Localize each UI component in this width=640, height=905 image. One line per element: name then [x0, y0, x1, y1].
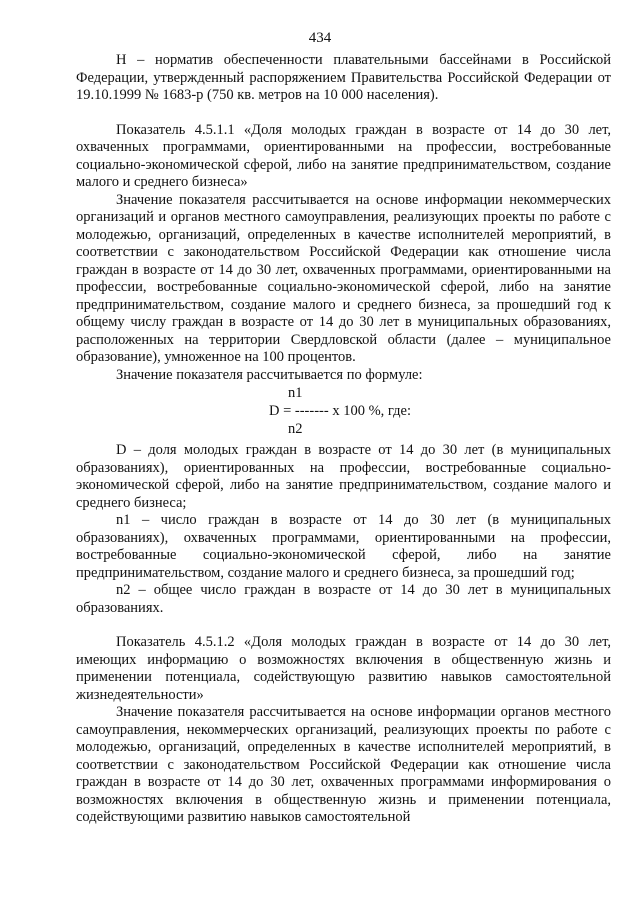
paragraph-indicator-4-5-1-2-title: Показатель 4.5.1.2 «Доля молодых граждан в возрасте от 14 до 30 лет, имеющих информацию о возможностях включения в общественную жизнь и применении потенциала, содействующую развитию навыков самостоятельной жизнедеятельности»: [76, 634, 611, 703]
paragraph-indicator-4-5-1-1-method: Значение показателя рассчитывается на основе информации некоммерческих организаций и органов местного самоуправления, реализующих проекты по работе с молодежью, организаций, определенных в качестве исполнителей мероприятий, в соответствии с законодательством Российской Федерации как отношение числа граждан в возрасте от 14 до 30 лет, охваченных программами, ориентированными на профессии, востребованные социально-экономической сферой, либо на занятие предпринимательством, создание малого и среднего бизнеса, за прошедший год к общему числу граждан в возрасте от 14 до 30 лет в муниципальных образованиях, расположенных на территории Свердловской области (далее – муниципальное образование), умноженное на 100 процентов.: [76, 191, 611, 365]
paragraph-def-n1: n1 – число граждан в возрасте от 14 до 30 лет (в муниципальных образованиях), охваченных программами, ориентированными на профессии, востребованные социально-экономической сферой, либо на занятие предпринимательством, создание малого и среднего бизнеса, за прошедший год;: [76, 512, 611, 581]
formula-denominator: n2: [288, 421, 303, 437]
paragraph-indicator-4-5-1-1-title: Показатель 4.5.1.1 «Доля молодых граждан в возрасте от 14 до 30 лет, охваченных программами, ориентированными на профессии, востребованные социально-экономической сферой, либо на занятие предпринимательством, создание малого и среднего бизнеса»: [76, 121, 611, 190]
paragraph-indicator-4-5-1-2-method: Значение показателя рассчитывается на основе информации органов местного самоуправления, некоммерческих организаций, реализующих проекты по работе с молодежью, организаций, определенных в качестве исполнителей мероприятий, в соответствии с законодательством Российской Федерации как отношение числа граждан в возрасте от 14 до 30 лет, охваченных программами информирования о возможностях включения в общественную жизнь и применении потенциала, содействующими развитию навыков самостоятельной: [76, 704, 611, 825]
formula-numerator: n1: [288, 385, 303, 401]
formula: [76, 385, 611, 439]
formula-main-line: D = ------- x 100 %, где:: [269, 403, 411, 419]
paragraph-formula-intro: Значение показателя рассчитывается по формуле:: [116, 366, 423, 383]
page-number: 434: [308, 30, 332, 46]
document-body: [76, 52, 611, 827]
paragraph-norm-definition: H – норматив обеспеченности плавательными бассейнами в Российской Федерации, утвержденный распоряжением Правительства Российской Федерации от 19.10.1999 № 1683-р (750 кв. метров на 10 000 населения).: [76, 52, 611, 103]
paragraph-def-d: D – доля молодых граждан в возрасте от 14 до 30 лет (в муниципальных образованиях), ориентированных на профессии, востребованные социально-экономической сферой, либо на занятие предпринимательством, создание малого и среднего бизнеса;: [76, 442, 611, 511]
paragraph-def-n2: n2 – общее число граждан в возрасте от 14 до 30 лет в муниципальных образованиях.: [76, 582, 611, 616]
